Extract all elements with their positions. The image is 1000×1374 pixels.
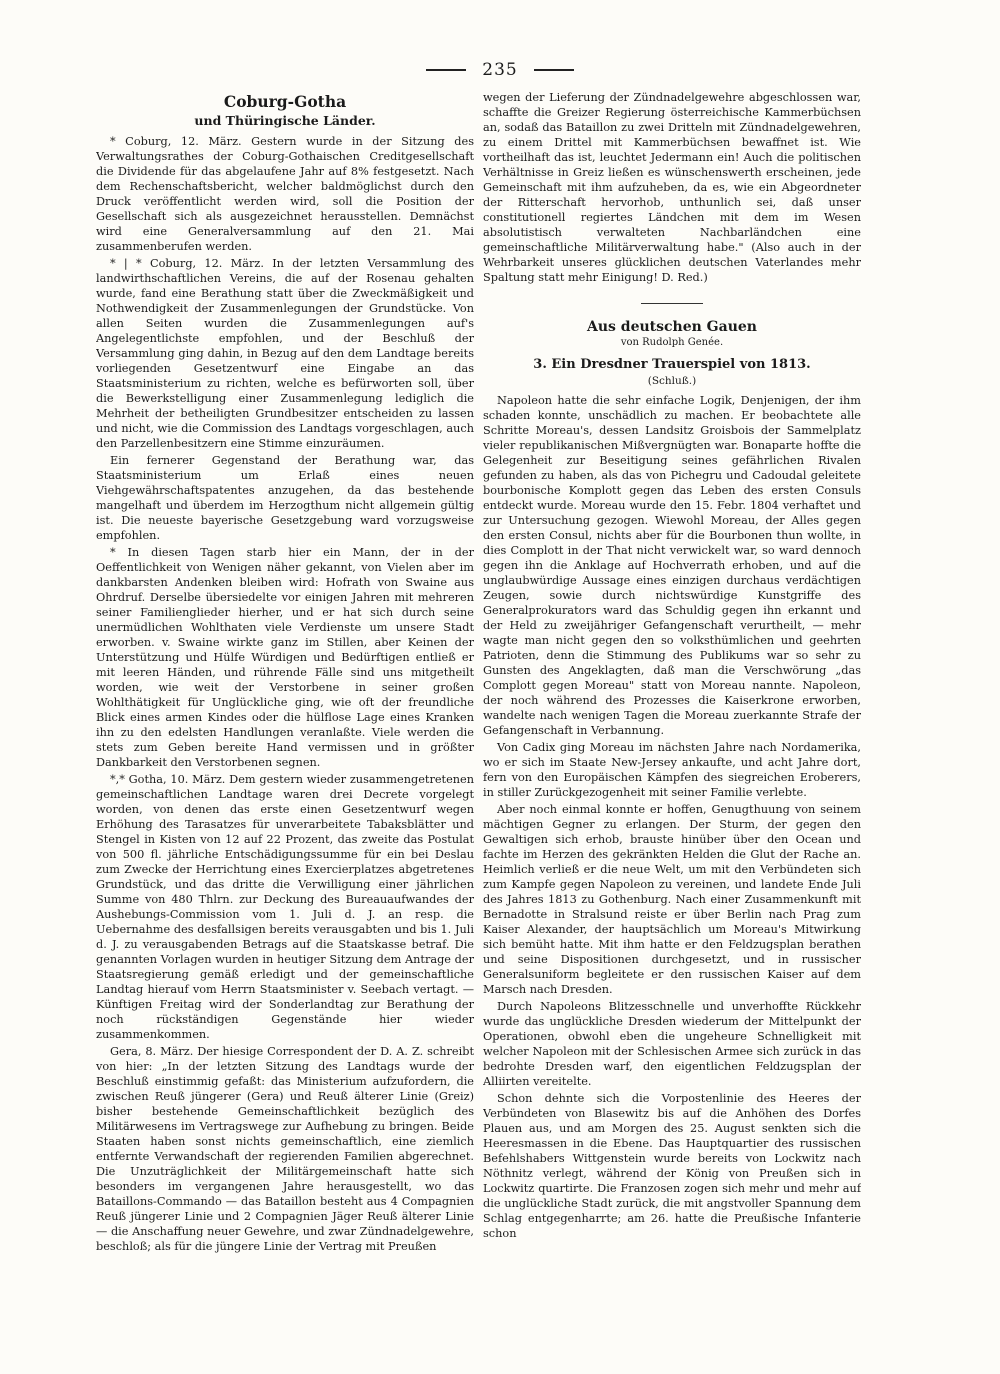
section-subheading-thueringen: und Thüringische Länder. xyxy=(194,113,376,128)
article-gera-militaer: Gera, 8. März. Der hiesige Correspondent der D. A. Z. schreibt von hier: „In der letzten Sitzung des Landtags wurde der Beschluß einstimmig gefaßt: das Ministerium aufzufordern, die zwischen Reuß jüngerer (Gera) und Reuß älterer Linie (Greiz) bisher bestehende Gemeinschaftlichkeit bezüglich des Militärwesens im Vertragswege zur Aufhebung zu bringen. Beide Staaten haben sonst nichts gemeinschaftlich, eine ziemlich entfernte Verwandschaft der regierenden Familien abgerechnet. Die Unzuträglichkeit der Militärgemeinschaft hatte sich besonders im vergangenen Jahre herausgestellt, wo das Bataillons-Commando — das Bataillon besteht aus 4 Compagnien Reuß jüngerer Linie und 2 Compagnien Jäger Reuß älterer Linie — die Anschaffung neuer Gewehre, und zwar Zündnadelgewehre, beschloß; als für die jüngere Linie der Vertrag mit Preußen xyxy=(96,1045,474,1253)
article-coburg-viehgewaehr: Ein fernerer Gegenstand der Berathung war, das Staatsministerium um Erlaß eines neuen Viehgewährschaftspatentes anzugehen, da das bestehende mangelhaft und überdem im Herzogthum nicht allgemein gültig ist. Die neueste bayerische Gesetzgebung ward vorzugsweise empfohlen. xyxy=(96,454,474,542)
header-rule-left xyxy=(426,69,466,71)
feuilleton-paragraph: Schon dehnte sich die Vorpostenlinie des Heeres der Verbündeten von Blasewitz bis auf die Anhöhen des Dorfes Plauen aus, und am Morgen des 25. August senkten sich die Heeresmassen in die Ebene. Das Hauptquartier des russischen Befehlshabers Wittgenstein wurde bereits von Lockwitz nach Nöthnitz verlegt, während der König von Preußen sich in Lockwitz quartirte. Die Franzosen zogen sich mehr und mehr auf die unglückliche Stadt zurück, die mit angstvoller Spannung dem Schlag entgegenharrte; am 26. hatte die Preußische Infanterie schon xyxy=(483,1092,861,1240)
page-number: 235 xyxy=(482,60,518,80)
article-gera-continuation: wegen der Lieferung der Zündnadelgewehre abgeschlossen war, schaffte die Greizer Regierung österreichische Kammerbüchsen an, sodaß das Bataillon zu zwei Dritteln mit Zündnadelgewehren, zu einem Drittel mit Kammerbüchsen bewaffnet ist. Wie vortheilhaft das ist, leuchtet Jedermann ein! Auch die politischen Verhältnisse in Greiz ließen es wünschenswerth erscheinen, jede Gemeinschaft mit ihm aufzuheben, da es, wie ein Abgeordneter der Ritterschaft hervorhob, unthunlich sei, daß unser constitutionell regiertes Ländchen mit dem im Wesen absolutistisch verwalteten Nachbarländchen eine gemeinschaftliche Militärverwaltung habe." (Also auch in der Wehrbarkeit unseres glücklichen deutschen Vaterlandes mehr Spaltung statt mehr Einigung! D. Red.) xyxy=(483,91,861,284)
article-coburg-landwirthschaft: * | * Coburg, 12. März. In der letzten Versammlung des landwirthschaftlichen Vereins, die auf der Rosenau gehalten wurde, fand eine Berathung statt über die Zweckmäßigkeit und Nothwendigkeit der Zusammenlegungen der Grundstücke. Von allen Seiten wurden die Zusammenlegungen auf's Angelegentlichste empfohlen, und der Beschluß der Versammlung ging dahin, in Bezug auf den dem Landtage bereits vorliegenden Gesetzentwurf eine Eingabe an das Staatsministerium zu richten, welche es befürworten soll, über die Bewerkstelligung einer Zusammenlegung lediglich die Mehrheit der betheiligten Grundbesitzer entscheiden zu lassen und nicht, wie die Commission des Landtags vorgeschlagen, auch den Parzellenbesitzern eine Stimme einzuräumen. xyxy=(96,257,474,450)
feuilleton-paragraph: Napoleon hatte die sehr einfache Logik, Denjenigen, der ihm schaden konnte, unschädlich zu machen. Er beobachtete alle Schritte Moreau's, dessen Landsitz Groisbois der Sammelplatz vieler republikanischen Mißvergnügten war. Bonaparte hoffte die Gelegenheit zur Beseitigung seines gefährlichen Rivalen gefunden zu haben, als das von Pichegru und Cadoudal geleitete bourbonische Komplott gegen das Leben des ersten Consuls entdeckt wurde. Moreau wurde den 15. Febr. 1804 verhaftet und zur Untersuchung gezogen. Wiewohl Moreau, der Alles gegen den ersten Consul, nichts aber für die Bourbonen thun wollte, in dies Complott in der That nicht verwickelt war, so ward dennoch gegen ihn die Anklage auf Hochverrath erhoben, und auf die unglaubwürdige Aussage eines einzigen durchaus verdächtigen Zeugen, sowie durch nichtswürdige Kunstgriffe des Generalprokurators ward das Schuldig gegen ihn erkannt und der Held zu zweijähriger Gefangenschaft verurtheilt, — mehr wagte man nicht gegen den so volksthümlichen und geehrten Patrioten, denn die Stimmung des Publikums war so sehr zu Gunsten des Angeklagten, daß man die Verschwörung „das Complott gegen Moreau" statt von Moreau nannte. Napoleon, der noch während des Prozesses die Kaiserkrone erworben, wandelte nach wenigen Tagen die Moreau zuerkannte Strafe der Gefangenschaft in Verbannung. xyxy=(483,394,861,737)
feuilleton-subtitle: 3. Ein Dresdner Trauerspiel von 1813. xyxy=(533,357,811,372)
feuilleton-byline: von Rudolph Genée. xyxy=(620,337,724,348)
section-heading-coburg-gotha: Coburg-Gotha xyxy=(223,92,347,111)
article-gotha-landtag: *,* Gotha, 10. März. Dem gestern wieder zusammengetretenen gemeinschaftlichen Landtage waren drei Decrete vorgelegt worden, von denen das erste einen Gesetzentwurf wegen Erhöhung des Tarasatzes für unverarbeitete Tabaksblätter und Stengel in Kisten von 12 auf 22 Prozent, das zweite das Postulat von 500 fl. jährliche Entschädigungssumme für ein bei Deslau zum Zwecke der Herrichtung eines Exercierplatzes abgetretenes Grundstück, und das dritte die Verwilligung einer jährlichen Summe von 480 Thlrn. zur Deckung des Bureauaufwandes der Aushebungs-Commission vom 1. Juli d. J. an resp. die Uebernahme des desfallsigen bereits verausgabten und bis 1. Juli d. J. zu verausgabenden Betrags auf die Staatskasse betraf. Die genannten Vorlagen wurden in heutiger Sitzung dem Antrage der Staatsregierung gemäß erledigt und der gemeinschaftliche Landtag hierauf vom Herrn Staatsminister v. Seebach vertagt. — Künftigen Freitag wird der Sonderlandtag zur Berathung der noch rückständigen Gegenstände hier wieder zusammenkommen. xyxy=(96,773,474,1041)
feuilleton-paragraph: Durch Napoleons Blitzesschnelle und unverhoffte Rückkehr wurde das unglückliche Dresden wiederum der Mittelpunkt der Operationen, obwohl eben die ungeheure Schnelligkeit mit welcher Napoleon mit der Schlesischen Armee sich zurück in das bedrohte Dresden warf, den eigentlichen Feldzugsplan der Alliirten vereitelte. xyxy=(483,1000,861,1088)
header-rule-right xyxy=(534,69,574,71)
article-swaine-obituary: * In diesen Tagen starb hier ein Mann, der in der Oeffentlichkeit von Wenigen näher gekannt, von Vielen aber im dankbarsten Andenken bleiben wird: Hofrath von Swaine aus Ohrdruf. Derselbe übersiedelte vor einigen Jahren mit mehreren seiner Familienglieder hierher, und er hat sich durch seine unermüdlichen Wohlthaten viele Verdienste um unsere Stadt erworben. v. Swaine wirkte ganz im Stillen, aber Keinen der Unterstützung und Hülfe Würdigen und Bedürftigen entließ er mit leeren Händen, und rührende Fälle sind uns mitgetheilt worden, wie weit der Verstorbene in seiner großen Wohlthätigkeit für Unglückliche ging, wie oft der freundliche Blick eines armen Kindes oder die hülflose Lage eines Kranken ihn zu den edelsten Handlungen veranlaßte. Viele werden die stets zum Geben bereite Hand vermissen und in größter Dankbarkeit den Verstorbenen segnen. xyxy=(96,546,474,769)
article-coburg-credit: * Coburg, 12. März. Gestern wurde in der Sitzung des Verwaltungsrathes der Coburg-Gothaischen Creditgesellschaft die Dividende für das abgelaufene Jahr auf 8% festgesetzt. Nach dem Rechenschaftsbericht, welcher baldmöglichst durch den Druck veröffentlicht werden wird, soll die Position der Gesellschaft sich als ausgezeichnet herausstellen. Demnächst wird eine Generalversammlung auf den 21. Mai zusammenberufen werden. xyxy=(96,135,474,253)
feuilleton-paragraph: Aber noch einmal konnte er hoffen, Genugthuung von seinem mächtigen Gegner zu erlangen. Der Sturm, der gegen den Gewaltigen sich erhob, brauste hinüber über den Ocean und fachte im Herzen des gekränkten Helden die Glut der Rache an. Heimlich verließ er die neue Welt, um mit den Verbündeten sich zum Kampfe gegen Napoleon zu vereinen, und landete Ende Juli des Jahres 1813 zu Gothenburg. Nach einer Zusammenkunft mit Bernadotte in Stralsund reiste er über Berlin nach Prag zum Kaiser Alexander, der hauptsächlich um Moreau's Mitwirkung sich bemüht hatte. Mit ihm hatte er den Feldzugsplan berathen und seine Dispositionen durchgesetzt, und in russischer Generalsuniform begleitete er den russischen Kaiser auf dem Marsch nach Dresden. xyxy=(483,803,861,996)
section-divider xyxy=(641,303,703,304)
feuilleton-continued-note: (Schluß.) xyxy=(647,375,697,387)
left-column xyxy=(96,90,474,1335)
feuilleton-heading: Aus deutschen Gauen xyxy=(587,319,757,335)
feuilleton-paragraph: Von Cadix ging Moreau im nächsten Jahre nach Nordamerika, wo er sich im Staate New-Jersey ankaufte, und acht Jahre dort, fern von den Europäischen Kämpfen des siegreichen Eroberers, in stiller Zurückgezogenheit mit seiner Familie verlebte. xyxy=(483,741,861,799)
right-column xyxy=(483,90,861,1335)
page-header xyxy=(0,60,1000,80)
